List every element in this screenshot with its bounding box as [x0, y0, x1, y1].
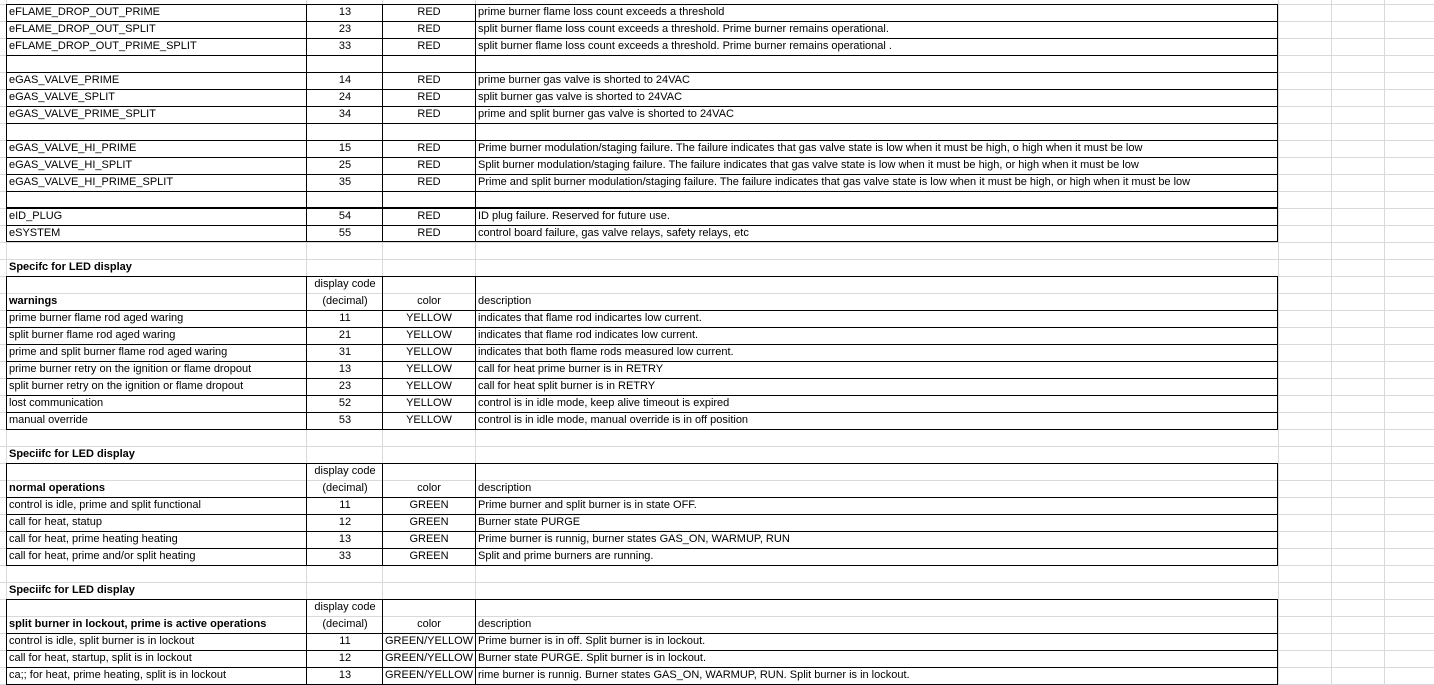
table-row [0, 633, 1434, 650]
table-row [0, 514, 1434, 531]
cell-description: control board failure, gas valve relays, safety relays, etc [478, 227, 749, 239]
cell-code: 21 [338, 329, 352, 341]
cell-code: 23 [338, 23, 352, 35]
table-row [0, 395, 1434, 412]
cell-name: prime burner flame rod aged waring [9, 312, 184, 324]
cell-color [383, 123, 475, 140]
cell-description: control is in idle mode, manual override is in off position [478, 414, 749, 426]
cell-code: 11 [339, 312, 351, 324]
cell-color: GREEN [409, 499, 449, 511]
cell-name: split burner flame rod aged waring [9, 329, 176, 341]
table-row [0, 191, 1434, 208]
cell-description: prime burner gas valve is shorted to 24VAC [478, 74, 690, 86]
cell-code: 53 [338, 414, 352, 426]
cell-code: 11 [339, 635, 351, 647]
cell-code: 24 [338, 91, 352, 103]
cell-code: 33 [338, 550, 352, 562]
cell-description: split burner flame loss count exceeds a threshold. Prime burner remains operational. [478, 23, 889, 35]
section-title-row [0, 446, 1434, 463]
cell-name: control is idle, split burner is in lockout [9, 635, 195, 647]
table-row [0, 123, 1434, 140]
cell-code: 23 [338, 380, 352, 392]
table-row [0, 667, 1434, 684]
cell-description: prime and split burner gas valve is shorted to 24VAC [478, 108, 734, 120]
table-row [0, 4, 1434, 21]
cell-color: RED [417, 23, 441, 35]
cell-color: RED [417, 176, 441, 188]
cell-color: YELLOW [406, 329, 452, 341]
cell-description: indicates that flame rod indicates low current. [478, 329, 699, 341]
table-row [0, 378, 1434, 395]
cell-name: lost communication [9, 397, 104, 409]
cell-name: eGAS_VALVE_HI_SPLIT [9, 159, 133, 171]
table-header-row [0, 480, 1434, 497]
cell-name: manual override [9, 414, 88, 426]
cell-color: RED [417, 6, 441, 18]
cell-code: 35 [338, 176, 352, 188]
section-title: Speciifc for LED display [9, 584, 135, 596]
cell-code: 33 [338, 40, 352, 52]
table-row [0, 72, 1434, 89]
table-header-row [0, 276, 1434, 293]
cell-code [307, 55, 383, 72]
table-row [0, 327, 1434, 344]
cell-color: YELLOW [406, 414, 452, 426]
header-name: split burner in lockout, prime is active operations [9, 618, 267, 630]
header-color: color [417, 295, 441, 307]
table-row [0, 157, 1434, 174]
cell-description: indicates that both flame rods measured low current. [478, 346, 734, 358]
cell-code: 15 [338, 142, 352, 154]
cell-description: Burner state PURGE. Split burner is in lockout. [478, 652, 707, 664]
cell-code: 12 [338, 652, 352, 664]
cell-name: eGAS_VALVE_HI_PRIME [9, 142, 137, 154]
table-row [0, 344, 1434, 361]
cell-code: 31 [338, 346, 352, 358]
grid-line [0, 242, 1434, 243]
cell-color: GREEN/YELLOW [384, 635, 474, 647]
header-description: description [478, 482, 532, 494]
cell-description: Prime burner is in off. Split burner is in lockout. [478, 635, 706, 647]
cell-code: 13 [338, 363, 352, 375]
cell-color: GREEN/YELLOW [384, 669, 474, 681]
cell-color: RED [417, 91, 441, 103]
cell-description: Prime burner is runnig, burner states GAS_ON, WARMUP, RUN [478, 533, 790, 545]
cell-color: YELLOW [406, 363, 452, 375]
table-row [0, 412, 1434, 429]
cell-name: eID_PLUG [9, 210, 63, 222]
header-color: color [417, 618, 441, 630]
table-row [0, 497, 1434, 514]
table-header-row [0, 293, 1434, 310]
cell-color: RED [417, 210, 441, 222]
cell-name: eGAS_VALVE_HI_PRIME_SPLIT [9, 176, 174, 188]
cell-description: ID plug failure. Reserved for future use. [478, 210, 670, 222]
header-color: color [417, 482, 441, 494]
cell-code: 13 [338, 6, 352, 18]
header-name: normal operations [9, 482, 105, 494]
section-title: Specifc for LED display [9, 261, 132, 273]
cell-name: call for heat, statup [9, 516, 102, 528]
cell-name: eGAS_VALVE_PRIME_SPLIT [9, 108, 156, 120]
cell-name: ca;; for heat, prime heating, split is in lockout [9, 669, 227, 681]
header-description: description [478, 618, 532, 630]
cell-color: RED [417, 40, 441, 52]
cell-description: Burner state PURGE [478, 516, 581, 528]
cell-color: GREEN/YELLOW [384, 652, 474, 664]
cell-name: split burner retry on the ignition or flame dropout [9, 380, 244, 392]
cell-description: split burner flame loss count exceeds a threshold. Prime burner remains operational . [478, 40, 892, 52]
table-row [0, 650, 1434, 667]
table-row [0, 140, 1434, 157]
cell-code: 55 [338, 227, 352, 239]
header-description: description [478, 295, 532, 307]
table-row [0, 548, 1434, 565]
table-row [0, 361, 1434, 378]
table-row [0, 225, 1434, 242]
cell-color: YELLOW [406, 312, 452, 324]
cell-code [307, 191, 383, 208]
cell-name: call for heat, prime and/or split heating [9, 550, 196, 562]
header-name: warnings [9, 295, 58, 307]
table-row [0, 106, 1434, 123]
header-code-line2: (decimal) [322, 295, 368, 307]
cell-description: call for heat split burner is in RETRY [478, 380, 656, 392]
cell-description: split burner gas valve is shorted to 24VAC [478, 91, 683, 103]
cell-code: 25 [338, 159, 352, 171]
cell-code: 12 [338, 516, 352, 528]
cell-name: eFLAME_DROP_OUT_PRIME [9, 6, 160, 18]
cell-name: prime burner retry on the ignition or flame dropout [9, 363, 252, 375]
cell-color: YELLOW [406, 346, 452, 358]
cell-code: 52 [338, 397, 352, 409]
cell-color: RED [417, 159, 441, 171]
table-header-row [0, 616, 1434, 633]
section-title-row [0, 259, 1434, 276]
cell-description: Prime and split burner modulation/staging failure. The failure indicates that gas valve state is low when it must be high, or high when it must be low [478, 176, 1191, 188]
table-row [0, 55, 1434, 72]
cell-description: Split and prime burners are running. [478, 550, 654, 562]
table-row [0, 174, 1434, 191]
cell-color [383, 191, 475, 208]
cell-color: GREEN [409, 550, 449, 562]
cell-color [383, 55, 475, 72]
cell-name: eFLAME_DROP_OUT_SPLIT [9, 23, 156, 35]
header-code-line2: (decimal) [322, 618, 368, 630]
cell-color: RED [417, 74, 441, 86]
cell-code: 34 [338, 108, 352, 120]
table-row [0, 310, 1434, 327]
cell-description: Prime burner modulation/staging failure. The failure indicates that gas valve state is low when it must be high, o high when it must be low [478, 142, 1143, 154]
cell-name: call for heat, prime heating heating [9, 533, 178, 545]
cell-code: 13 [338, 669, 352, 681]
cell-name: call for heat, startup, split is in lockout [9, 652, 192, 664]
cell-name: control is idle, prime and split functional [9, 499, 201, 511]
header-code-line1: display code [314, 278, 376, 290]
cell-name: eSYSTEM [9, 227, 61, 239]
cell-description: Prime burner and split burner is in state OFF. [478, 499, 697, 511]
cell-description: rime burner is runnig. Burner states GAS_ON, WARMUP, RUN. Split burner is in lockout. [478, 669, 910, 681]
table-row [0, 38, 1434, 55]
cell-code [307, 123, 383, 140]
cell-description: call for heat prime burner is in RETRY [478, 363, 664, 375]
cell-description: Split burner modulation/staging failure. The failure indicates that gas valve state is low when it must be high, or high when it must be low [478, 159, 1139, 171]
cell-color: YELLOW [406, 380, 452, 392]
cell-code: 11 [339, 499, 351, 511]
cell-color: RED [417, 108, 441, 120]
cell-color: RED [417, 142, 441, 154]
cell-name: eGAS_VALVE_PRIME [9, 74, 120, 86]
header-code-line2: (decimal) [322, 482, 368, 494]
cell-code: 13 [338, 533, 352, 545]
section-title: Speciifc for LED display [9, 448, 135, 460]
table-header-row [0, 463, 1434, 480]
cell-description: control is in idle mode, keep alive timeout is expired [478, 397, 730, 409]
header-code-line1: display code [314, 601, 376, 613]
cell-color: RED [417, 227, 441, 239]
cell-code: 14 [338, 74, 352, 86]
cell-color: YELLOW [406, 397, 452, 409]
cell-description: prime burner flame loss count exceeds a threshold [478, 6, 725, 18]
table-header-row [0, 599, 1434, 616]
header-code-line1: display code [314, 465, 376, 477]
cell-name: prime and split burner flame rod aged waring [9, 346, 228, 358]
table-row [0, 208, 1434, 225]
cell-code: 54 [338, 210, 352, 222]
cell-description: indicates that flame rod indicartes low current. [478, 312, 702, 324]
cell-name: eFLAME_DROP_OUT_PRIME_SPLIT [9, 40, 197, 52]
table-row [0, 89, 1434, 106]
section-title-row [0, 582, 1434, 599]
table-row [0, 21, 1434, 38]
cell-name: eGAS_VALVE_SPLIT [9, 91, 115, 103]
table-row [0, 531, 1434, 548]
cell-color: GREEN [409, 533, 449, 545]
cell-color: GREEN [409, 516, 449, 528]
